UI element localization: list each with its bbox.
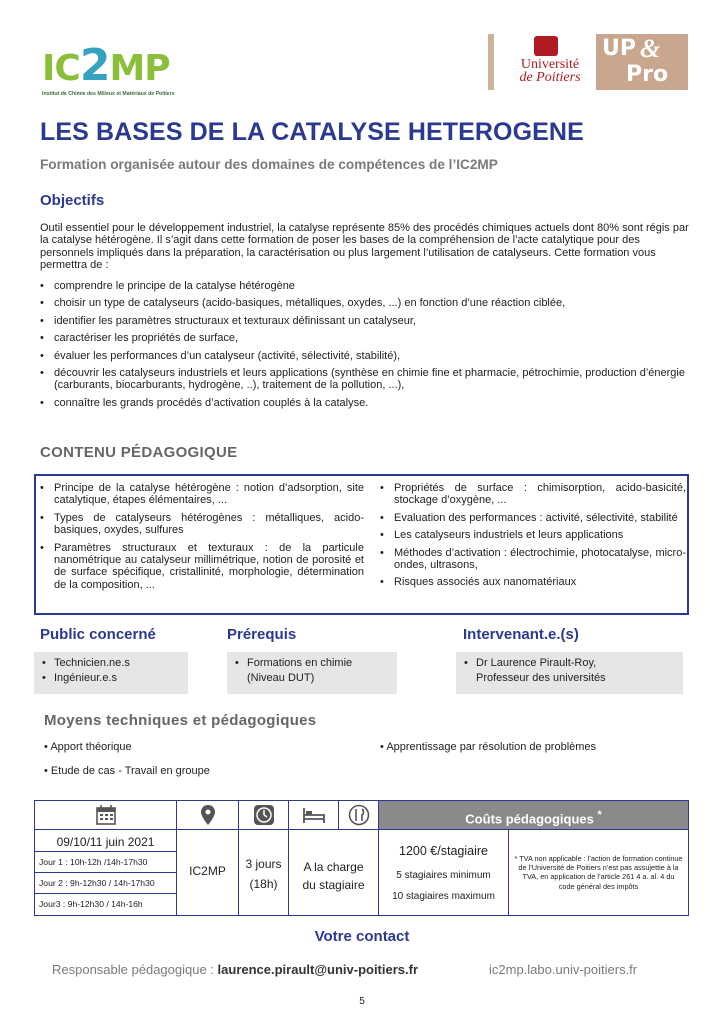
public-box	[34, 652, 188, 694]
list-item: • Evaluation des performances : activité, sélectivité, stabilité	[380, 512, 686, 524]
prerequis-line1: • Formations en chimie	[235, 656, 389, 671]
dates-main: 09/10/11 juin 2021	[35, 830, 176, 852]
up-and-pro-logo	[596, 34, 688, 90]
cost-header-star: *	[597, 809, 602, 821]
info-data-row	[35, 829, 688, 915]
list-item: • choisir un type de catalyseurs (acido-basiques, métalliques, oxydes, ...) en fonction d’une réaction ciblée,	[40, 297, 690, 309]
contact-email-link[interactable]: laurence.pirault@univ-poitiers.fr	[217, 962, 419, 977]
contact-label: Responsable pédagogique :	[52, 962, 218, 977]
price-max: 10 stagiaires maximum	[392, 891, 495, 902]
cost-header-label: Coûts pédagogiques	[465, 811, 594, 827]
info-table	[34, 800, 689, 916]
ic2mp-logo-tagline: Institut de Chimie des Milieux et Matériaux de Poitiers	[42, 91, 175, 97]
contenu-heading: CONTENU PÉDAGOGIQUE	[40, 444, 238, 461]
moyens-heading: Moyens techniques et pédagogiques	[44, 712, 317, 729]
intervenant-line2: Professeur des universités	[476, 672, 606, 684]
contenu-left-list	[40, 482, 364, 596]
list-item: • Les catalyseurs industriels et leurs applications	[380, 529, 686, 541]
moyens-item-label: Etude de cas - Travail en groupe	[50, 765, 210, 777]
location-icon	[177, 801, 239, 829]
tva-note: * TVA non applicable : l’action de formation continue de l’Université de Poitiers n’est pas assujettie à la TVA, en application de l’article 261 4 a. al. 4 du code général des impôts	[514, 854, 683, 891]
list-item: • Technicien.ne.s	[42, 656, 180, 671]
list-item: • Paramètres structuraux et texturaux : de la particule nanométrique au catalyseur millimétrique, notion de porosité et de surface spécifique, cristallinité, morphologie, détermination de la composition, ...	[40, 542, 364, 592]
contenu-right-list	[380, 482, 686, 594]
price-value: 1200 €/stagiaire	[399, 844, 488, 858]
uppro-logo-up: UP	[602, 36, 636, 61]
public-heading: Public concerné	[40, 626, 156, 643]
intervenant-box	[456, 652, 683, 694]
list-item: • comprendre le principe de la catalyse hétérogène	[40, 280, 690, 292]
moyens-item-etude: • Etude de cas - Travail en groupe	[44, 765, 210, 777]
dates-day1: Jour 1 : 10h-12h /14h-17h30	[35, 852, 176, 873]
list-item: • caractériser les propriétés de surface,	[40, 332, 690, 344]
prerequis-box	[227, 652, 397, 694]
moyens-item-apport: • Apport théorique	[44, 741, 132, 753]
ic2mp-logo	[42, 40, 212, 104]
university-crest-icon	[534, 36, 558, 56]
page-title: LES BASES DE LA CATALYSE HETEROGENE	[40, 118, 584, 146]
moyens-item-label: Apprentissage par résolution de problèmes	[386, 741, 597, 753]
list-item: • Risques associés aux nanomatériaux	[380, 576, 686, 588]
ic2mp-logo-2: 2	[79, 40, 110, 91]
universite-poitiers-logo	[488, 34, 594, 90]
page-subtitle: Formation organisée autour des domaines de compétences de l’IC2MP	[40, 157, 498, 172]
list-item: • Propriétés de surface : chimisorption, acido-basicité, stockage d’oxygène, ...	[380, 482, 686, 507]
lodging-line2: du stagiaire	[302, 878, 365, 892]
univ-logo-line2: de Poitiers	[519, 70, 581, 85]
duration-cell	[239, 830, 289, 916]
objectifs-heading: Objectifs	[40, 192, 105, 209]
duration-hours: (18h)	[249, 877, 278, 891]
lodging-cell	[289, 830, 379, 916]
location-cell	[177, 830, 239, 916]
prerequis-heading: Prérequis	[227, 626, 297, 643]
clock-icon	[239, 801, 289, 829]
intervenant-heading: Intervenant.e.(s)	[463, 626, 579, 643]
price-min: 5 stagiaires minimum	[396, 870, 491, 881]
location-value: IC2MP	[189, 864, 226, 878]
list-item: • connaître les grands procédés d’activation couplés à la catalyse.	[40, 397, 690, 409]
list-item: • Types de catalyseurs hétérogènes : métalliques, acido-basiques, oxydes, sulfures	[40, 512, 364, 537]
list-item: • Méthodes d’activation : électrochimie, photocatalyse, micro-ondes, ultrasons,	[380, 547, 686, 572]
calendar-icon	[35, 801, 177, 829]
moyens-item-label: Apport théorique	[50, 741, 132, 753]
list-item: • évaluer les performances d’un catalyseur (activité, sélectivité, stabilité),	[40, 350, 690, 362]
contenu-box	[34, 474, 689, 615]
website-link[interactable]: ic2mp.labo.univ-poitiers.fr	[489, 962, 638, 977]
tva-cell	[509, 830, 688, 916]
list-item: • identifier les paramètres structuraux et texturaux définissant un catalyseur,	[40, 315, 690, 327]
ic2mp-logo-mp: MP	[109, 48, 170, 89]
dates-day2: Jour 2 : 9h-12h30 / 14h-17h30	[35, 873, 176, 894]
duration-days: 3 jours	[245, 857, 282, 871]
list-item: • découvrir les catalyseurs industriels et leurs applications (synthèse en chimie fine et pharmacie, pétrochimie, production d’énergie (carburants, biocarburants, hydrogène, ..), traitement de la pollution, ...),	[40, 367, 690, 392]
prerequis-line2: (Niveau DUT)	[247, 672, 315, 684]
contact-line	[52, 962, 418, 977]
lodging-line1: A la charge	[303, 860, 364, 874]
list-item: • Ingénieur.e.s	[42, 671, 180, 686]
cost-header	[379, 801, 688, 829]
objectifs-list	[40, 280, 690, 414]
bed-icon	[289, 801, 339, 829]
page-number: 5	[359, 996, 365, 1007]
intervenant-line1: • Dr Laurence Pirault-Roy,	[464, 656, 675, 671]
contact-heading: Votre contact	[314, 928, 410, 945]
objectifs-intro: Outil essentiel pour le développement industriel, la catalyse représente 85% des procédés chimiques actuels dont 80% sont régis par la catalyse hétérogène. Il s’agit dans cette formation de poser les bases de la compréhension de l’acte catalytique pour des personnels impliqués dans la préparation, la caractérisation ou plus largement l’utilisation de catalyseurs. Cette formation vous permettra de :	[40, 222, 689, 272]
meal-icon	[339, 801, 379, 829]
dates-cell	[35, 830, 177, 916]
ic2mp-logo-ic: IC	[42, 48, 80, 89]
dates-day3: Jour3 : 9h-12h30 / 14h-16h	[39, 899, 143, 909]
uppro-logo-pro: Pro	[626, 62, 669, 87]
list-item: • Principe de la catalyse hétérogène : notion d’adsorption, site catalytique, étapes élémentaires, ...	[40, 482, 364, 507]
moyens-item-apprentissage: • Apprentissage par résolution de problèmes	[380, 741, 597, 753]
price-cell	[379, 830, 509, 916]
univ-logo-line1: Université	[520, 57, 580, 72]
uppro-logo-amp: &	[640, 34, 661, 63]
